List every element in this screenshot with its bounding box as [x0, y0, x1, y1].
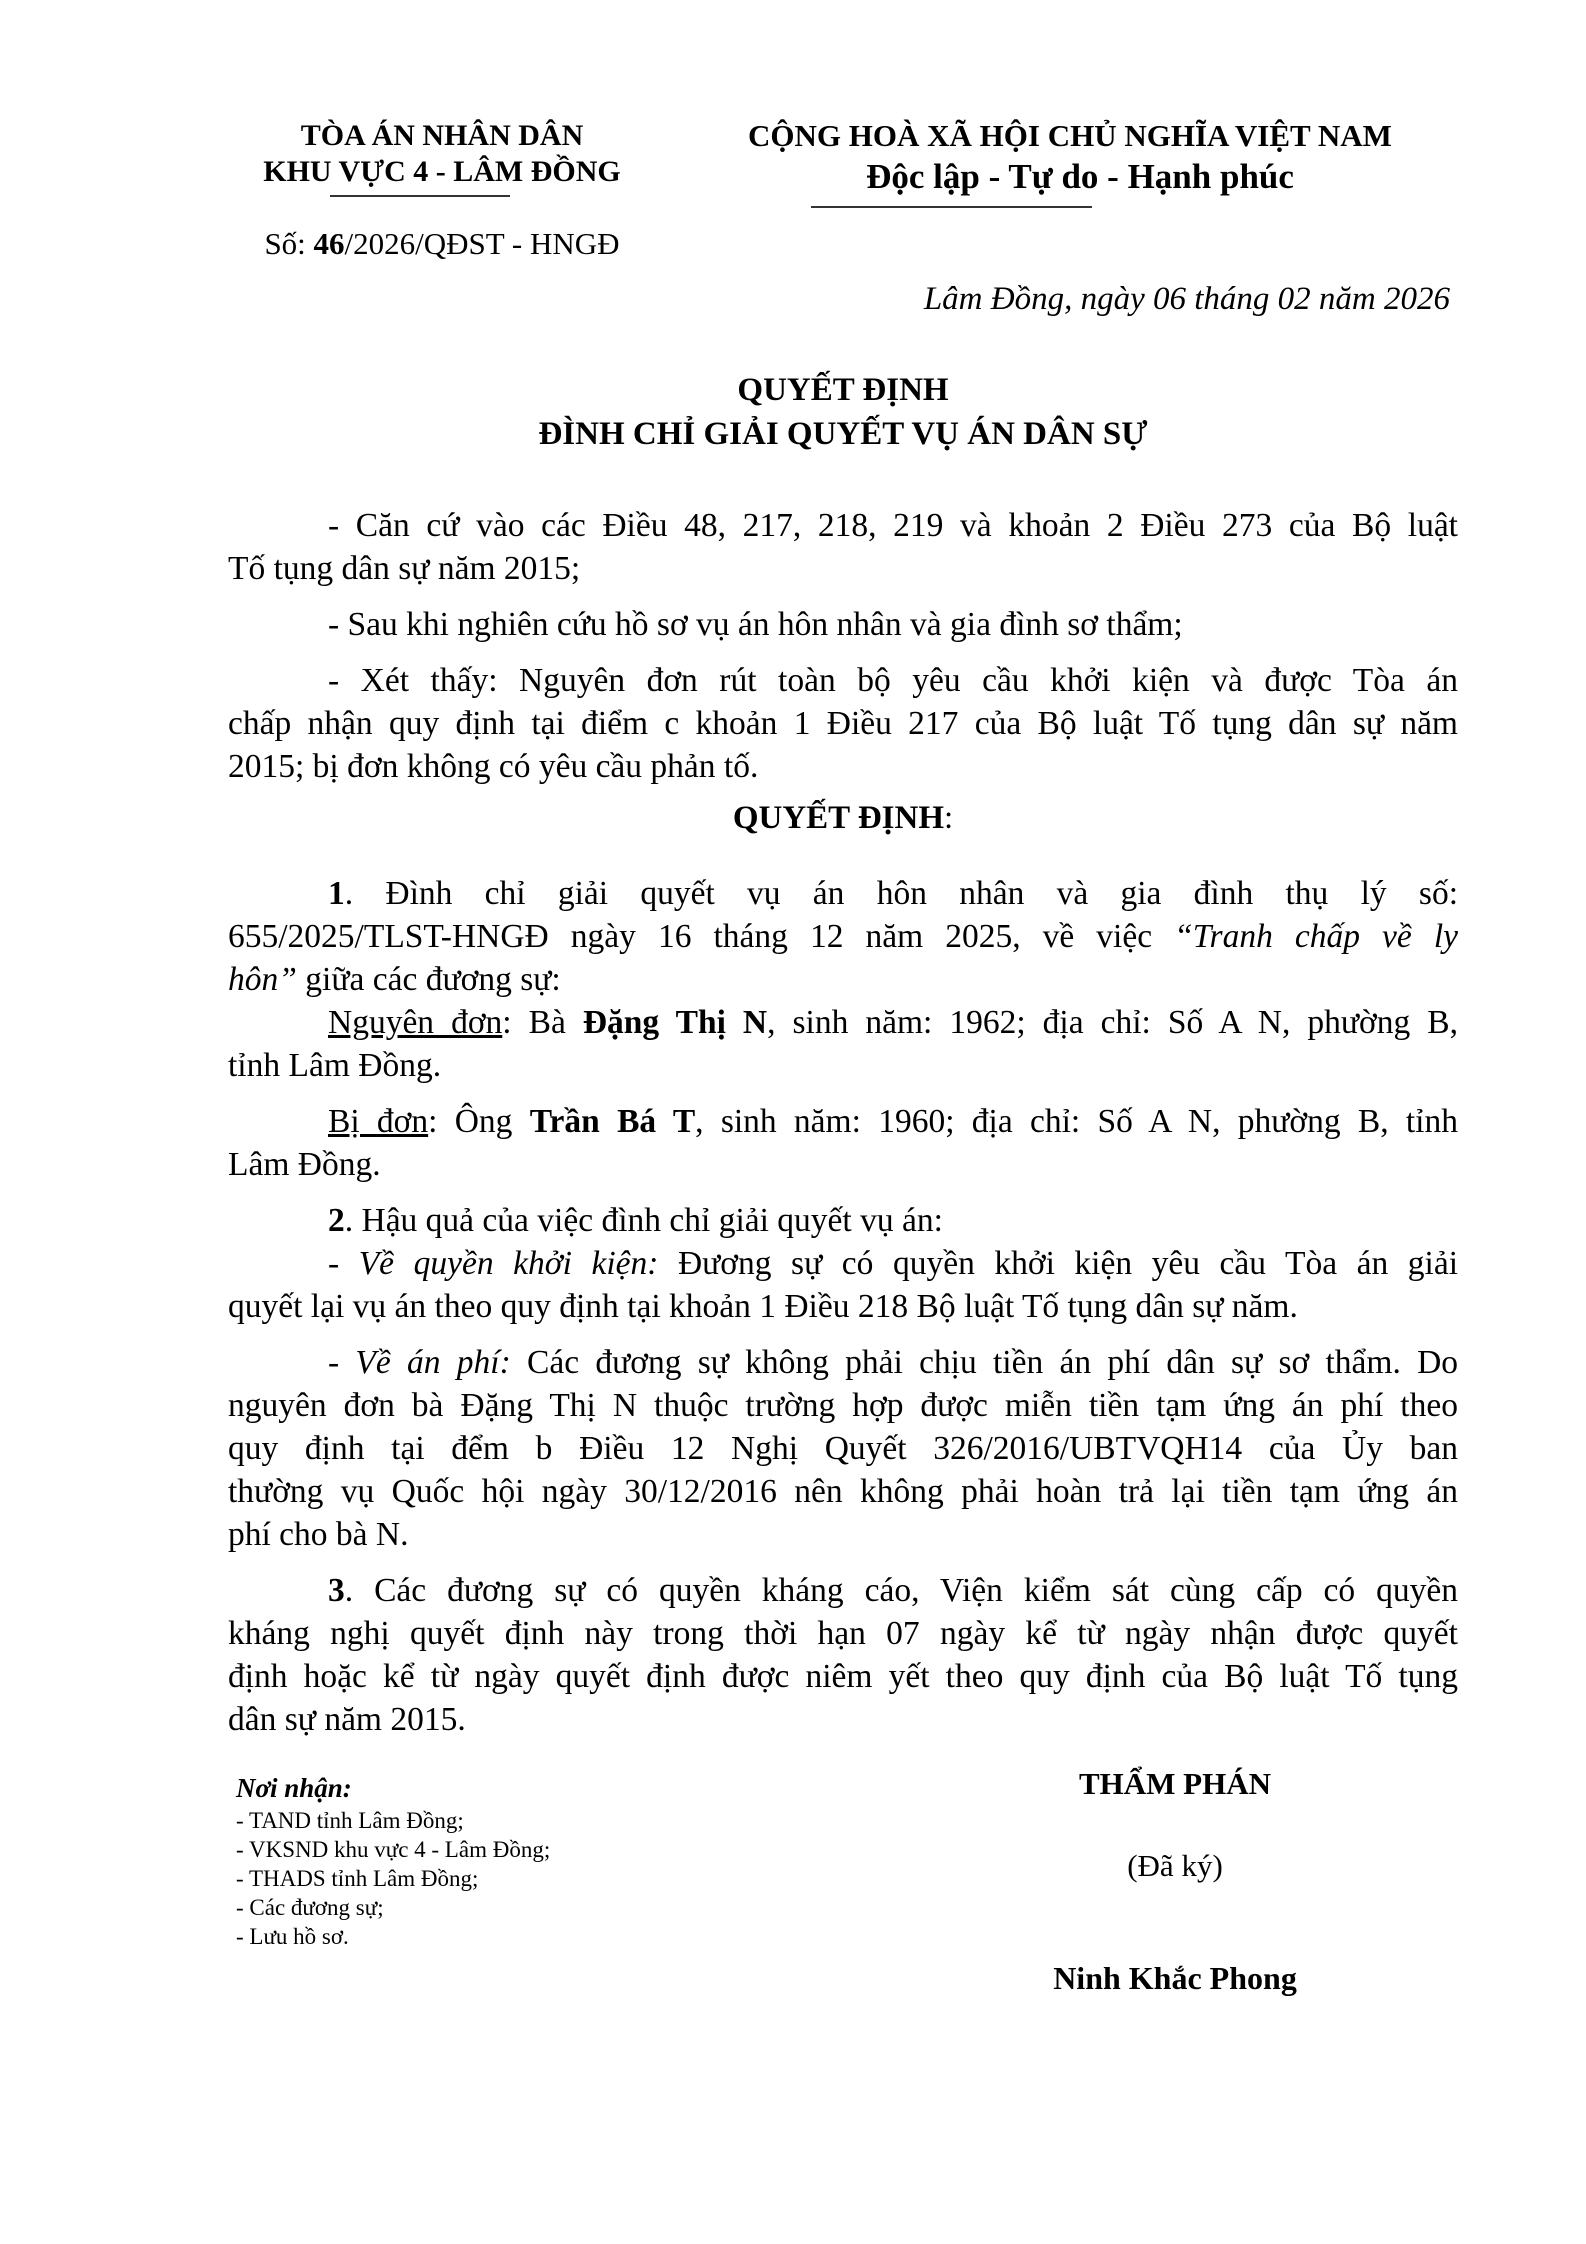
document-subtitle: ĐÌNH CHỈ GIẢI QUYẾT VỤ ÁN DÂN SỰ — [538, 416, 1148, 452]
item1-line2 — [228, 915, 1458, 958]
place-and-date: Lâm Đồng, ngày 06 tháng 02 năm 2026 — [923, 281, 1450, 317]
item1-case-ref: 655/2025/TLST-HNGĐ ngày 16 tháng 12 năm 2025, về việc — [228, 918, 1175, 955]
national-title: CỘNG HOÀ XÃ HỘI CHỦ NGHĨA VIỆT NAM — [748, 118, 1392, 153]
item3-line2: kháng nghị quyết định này trong thời hạn 07 ngày kể từ ngày nhận được quyết — [228, 1615, 1458, 1652]
item2-text: . Hậu quả của việc đình chỉ giải quyết vụ án: — [344, 1202, 943, 1239]
decision-number — [232, 224, 652, 264]
preamble-finding-line2: chấp nhận quy định tại điểm c khoản 1 Điều 217 của Bộ luật Tố tụng dân sự năm — [228, 705, 1458, 742]
item2-right-text: Đương sự có quyền khởi kiện yêu cầu Tòa án giải — [658, 1245, 1458, 1282]
recipient-item: - TAND tỉnh Lâm Đồng; — [236, 1808, 464, 1833]
item2-fee-line5: phí cho bà N. — [228, 1516, 409, 1553]
item1-text: . Đình chỉ giải quyết vụ án hôn nhân và gia đình thụ lý số: — [344, 875, 1458, 912]
decision-heading-text: QUYẾT ĐỊNH — [732, 800, 944, 836]
item2-right-line2: quyết lại vụ án theo quy định tại khoản 1 Điều 218 Bộ luật Tố tụng dân sự năm. — [228, 1288, 1298, 1325]
recipients-block — [236, 1770, 550, 1951]
item2-right-line1 — [228, 1242, 1458, 1285]
plaintiff-line1 — [228, 1001, 1458, 1044]
signer-role: THẨM PHÁN — [1078, 1766, 1271, 1801]
court-name-line1: TÒA ÁN NHÂN DÂN — [300, 119, 584, 152]
item2-line1 — [228, 1199, 1458, 1242]
recipient-item: - Lưu hồ sơ. — [236, 1924, 349, 1949]
plaintiff-label: Nguyên đơn — [328, 1004, 503, 1041]
defendant-line2: Lâm Đồng. — [228, 1146, 381, 1183]
court-name-line2: KHU VỰC 4 - LÂM ĐỒNG — [263, 155, 621, 188]
preamble-legal-basis-line2: Tố tụng dân sự năm 2015; — [228, 550, 581, 587]
preamble-legal-basis-line1: - Căn cứ vào các Điều 48, 217, 218, 219 và khoản 2 Điều 273 của Bộ luật — [328, 507, 1458, 544]
item2-fee-line2: nguyên đơn bà Đặng Thị N thuộc trường hợp được miễn tiền tạm ứng án phí theo — [228, 1387, 1458, 1424]
decision-items — [228, 872, 1458, 1741]
recipients-heading: Nơi nhận: — [236, 1773, 352, 1803]
national-motto: Độc lập - Tự do - Hạnh phúc — [866, 157, 1294, 196]
item2-fee-text: Các đương sự không phải chịu tiền án phí dân sự sơ thẩm. Do — [510, 1344, 1459, 1381]
preamble-review: - Sau khi nghiên cứu hồ sơ vụ án hôn nhân và gia đình sơ thẩm; — [328, 606, 1183, 643]
item1-case-type-part1: “Tranh chấp về ly — [1174, 918, 1459, 955]
item1-parties-intro: giữa các đương sự: — [296, 961, 561, 998]
decision-number-value: 46 — [313, 226, 345, 261]
signer-name: Ninh Khắc Phong — [1053, 1960, 1297, 1996]
defendant-line1 — [228, 1100, 1458, 1143]
decision-heading-colon: : — [944, 800, 954, 836]
item2-fee-line1 — [228, 1341, 1458, 1384]
preamble — [228, 504, 1458, 788]
item3-line1 — [228, 1569, 1458, 1612]
item3-text: . Các đương sự có quyền kháng cáo, Viện kiểm sát cùng cấp có quyền — [344, 1572, 1458, 1609]
item2-fee-label: Về án phí: — [355, 1344, 511, 1381]
preamble-finding-line3: 2015; bị đơn không có yêu cầu phản tố. — [228, 748, 759, 785]
decision-number-suffix: /2026/QĐST - HNGĐ — [344, 226, 620, 261]
document-title: QUYẾT ĐỊNH — [737, 372, 949, 408]
item3-line4: dân sự năm 2015. — [228, 1701, 466, 1738]
item1-line1 — [228, 872, 1458, 915]
item1-line3 — [228, 958, 1458, 1001]
recipient-item: - VKSND khu vực 4 - Lâm Đồng; — [236, 1837, 551, 1862]
item2-fee-line3: quy định tại đểm b Điều 12 Nghị Quyết 326/2016/UBTVQH14 của Ủy ban — [228, 1430, 1458, 1467]
defendant-details: , sinh năm: 1960; địa chỉ: Số A N, phường B, tỉnh — [695, 1103, 1458, 1140]
item3-line3: định hoặc kể từ ngày quyết định được niêm yết theo quy định của Bộ luật Tố tụng — [228, 1658, 1458, 1695]
plaintiff-prefix: : Bà — [502, 1004, 583, 1041]
defendant-prefix: : Ông — [428, 1103, 530, 1140]
national-motto-underline — [811, 206, 1092, 208]
recipient-item: - THADS tỉnh Lâm Đồng; — [236, 1866, 479, 1891]
recipient-item: - Các đương sự; — [236, 1895, 384, 1920]
item2-right-label: Về quyền khởi kiện: — [358, 1245, 659, 1282]
preamble-finding-line1: - Xét thấy: Nguyên đơn rút toàn bộ yêu cầu khởi kiện và được Tòa án — [328, 662, 1458, 699]
item2-fee-line4: thường vụ Quốc hội ngày 30/12/2016 nên không phải hoàn trả lại tiền tạm ứng án — [228, 1473, 1458, 1510]
defendant-name: Trần Bá T — [529, 1103, 696, 1140]
plaintiff-line2: tỉnh Lâm Đồng. — [228, 1047, 442, 1084]
defendant-label: Bị đơn — [328, 1103, 429, 1140]
decision-number-prefix: Số: — [264, 226, 314, 261]
item1-case-type-part2: hôn” — [228, 961, 297, 998]
item3-number: 3 — [328, 1572, 345, 1609]
plaintiff-name: Đặng Thị N — [582, 1004, 768, 1041]
decision-heading — [228, 796, 1458, 840]
signed-note: (Đã ký) — [1127, 1848, 1223, 1883]
item2-number: 2 — [328, 1202, 345, 1239]
plaintiff-details: , sinh năm: 1962; địa chỉ: Số A N, phường B, — [767, 1004, 1458, 1041]
item2-right-dash: - — [328, 1245, 359, 1282]
item1-number: 1 — [328, 875, 345, 912]
item2-fee-dash: - — [328, 1344, 356, 1381]
court-name-underline — [330, 195, 510, 197]
